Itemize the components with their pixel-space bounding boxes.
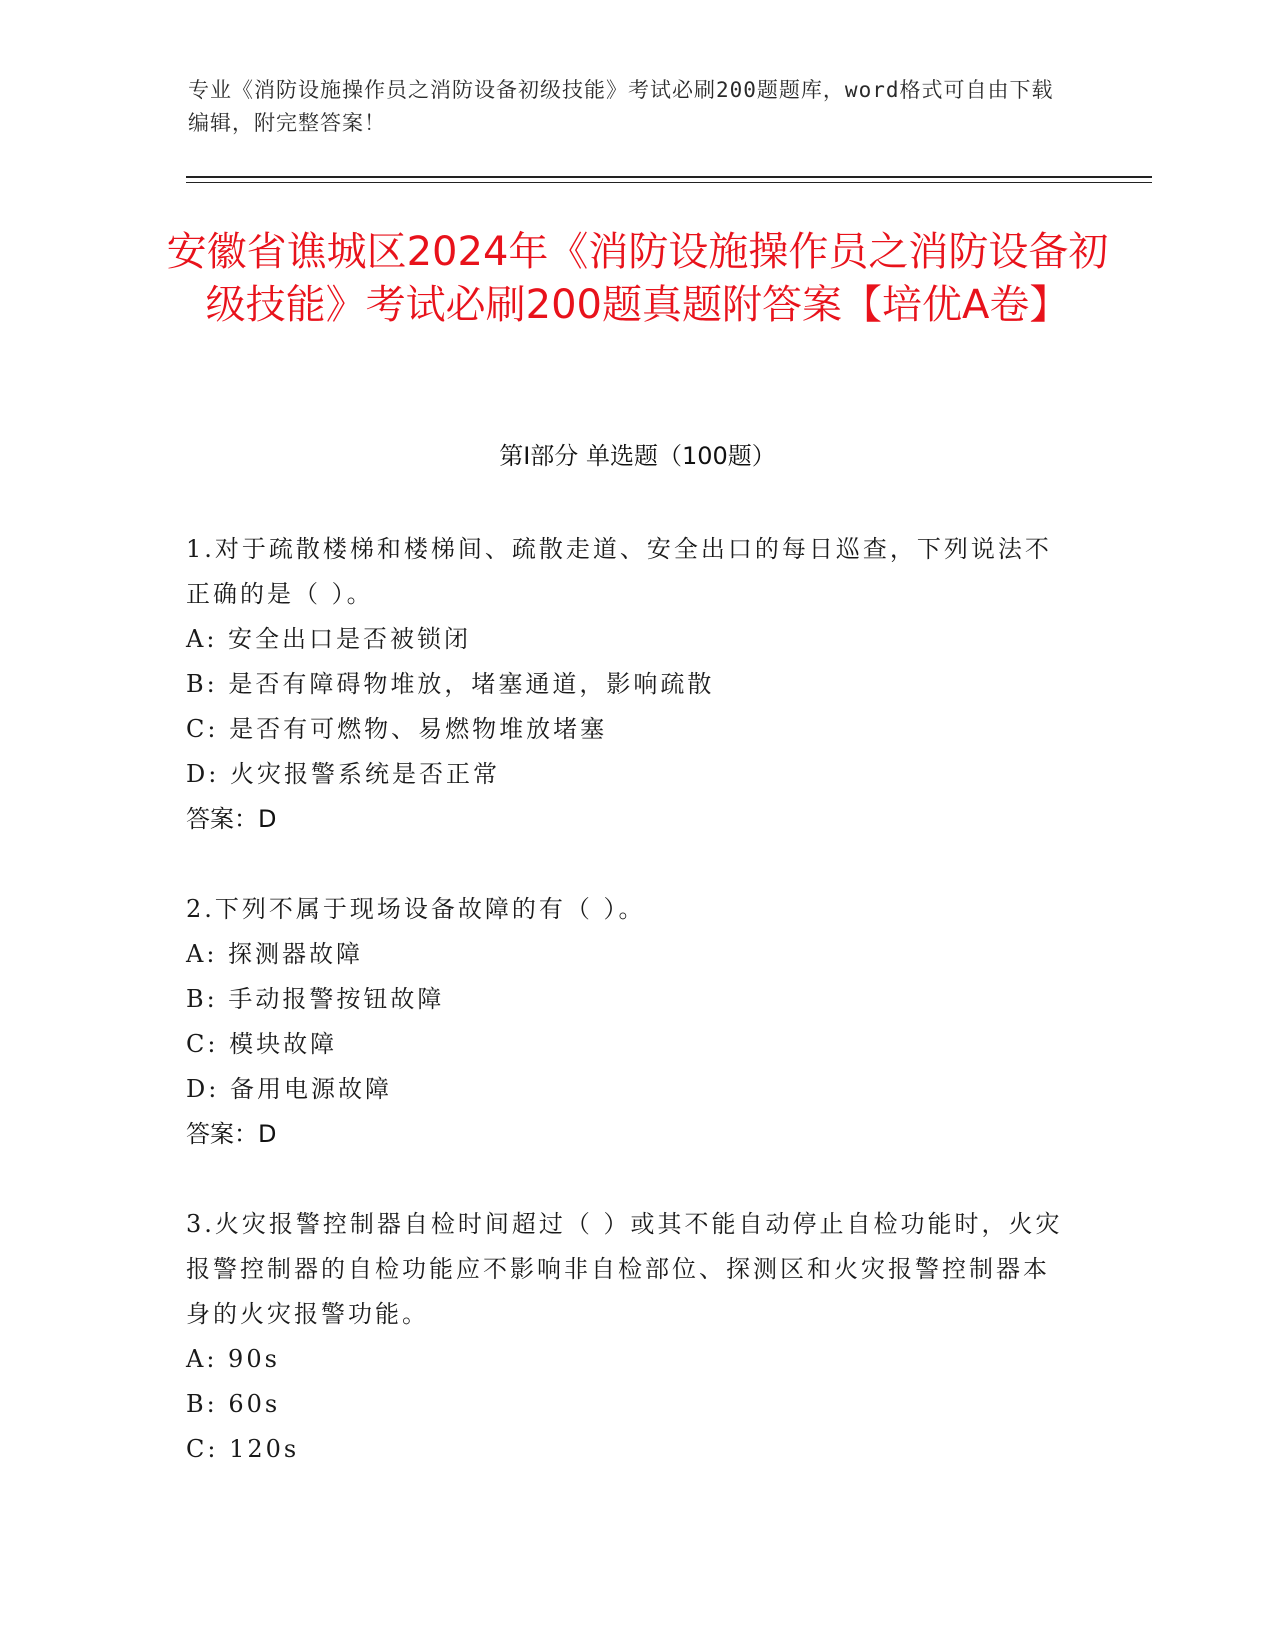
question-text: 2.下列不属于现场设备故障的有（ ）。 [186,895,646,923]
header-note: 专业《消防设施操作员之消防设备初级技能》考试必刷200题题库，word格式可自由下载编辑，附完整答案！ [188,78,1054,135]
option-b: B: 手动报警按钮故障 [186,985,445,1013]
question-3 [186,1202,1066,1472]
header-divider-thick [186,176,1152,178]
question-2 [186,887,1066,1157]
option-c: C: 模块故障 [186,1030,338,1058]
question-spacer [186,842,1066,887]
option-b: B: 是否有障碍物堆放，堵塞通道，影响疏散 [186,670,715,698]
question-list [186,527,1066,1472]
answer-line: 答案：D [186,1120,277,1148]
option-c: C: 120s [186,1435,300,1463]
question-spacer [186,1157,1066,1202]
option-a: A: 90s [186,1345,280,1373]
option-d: D: 备用电源故障 [186,1075,392,1103]
question-text: 1.对于疏散楼梯和楼梯间、疏散走道、安全出口的每日巡查，下列说法不正确的是（ ）。 [186,535,1052,608]
question-1 [186,527,1066,842]
question-text: 3.火灾报警控制器自检时间超过（ ）或其不能自动停止自检功能时，火灾报警控制器的自检功能应不影响非自检部位、探测区和火灾报警控制器本身的火灾报警功能。 [186,1210,1063,1328]
option-a: A: 安全出口是否被锁闭 [186,625,472,653]
document-title: 安徽省谯城区2024年《消防设施操作员之消防设备初级技能》考试必刷200题真题附答案【培优A卷】 [166,229,1109,328]
option-d: D: 火灾报警系统是否正常 [186,760,500,788]
answer-line: 答案：D [186,805,277,833]
option-a: A: 探测器故障 [186,940,364,968]
option-b: B: 60s [186,1390,281,1418]
header-divider-thin [186,182,1152,183]
option-c: C: 是否有可燃物、易燃物堆放堵塞 [186,715,608,743]
section-heading: 第Ⅰ部分 单选题（100题） [499,442,776,470]
